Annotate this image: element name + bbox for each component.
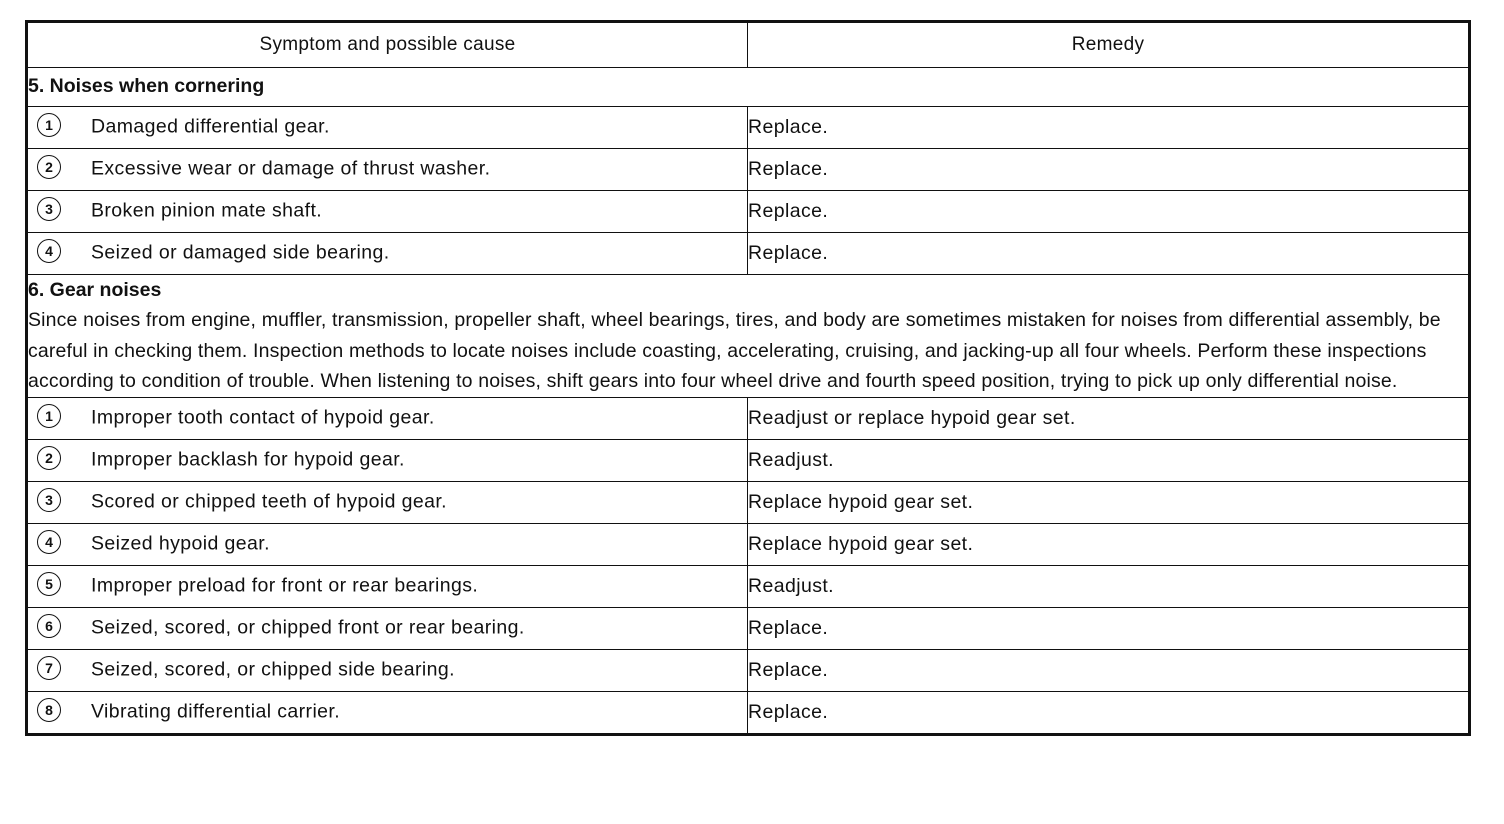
table-row xyxy=(27,439,1470,481)
item-number-badge: 2 xyxy=(37,446,61,470)
table-header-row xyxy=(27,22,1470,68)
table-row xyxy=(27,232,1470,274)
table-row xyxy=(27,649,1470,691)
cause-text: Damaged differential gear. xyxy=(91,115,330,138)
remedy-cell: Replace. xyxy=(748,232,1470,274)
item-number-badge: 3 xyxy=(37,197,61,221)
cause-cell xyxy=(27,523,748,565)
troubleshooting-sheet xyxy=(25,20,1468,736)
item-number-badge: 5 xyxy=(37,572,61,596)
table-row xyxy=(27,148,1470,190)
troubleshooting-table xyxy=(25,20,1471,736)
cause-cell xyxy=(27,607,748,649)
cause-text: Excessive wear or damage of thrust washer. xyxy=(91,157,491,180)
cause-cell xyxy=(27,691,748,734)
item-number-badge: 3 xyxy=(37,488,61,512)
cause-text: Improper preload for front or rear bearings. xyxy=(91,574,479,597)
table-row xyxy=(27,481,1470,523)
cause-text: Seized, scored, or chipped side bearing. xyxy=(91,658,455,681)
table-row xyxy=(27,106,1470,148)
item-number-badge: 1 xyxy=(37,113,61,137)
section-row xyxy=(27,68,1470,107)
cause-cell xyxy=(27,649,748,691)
cause-text: Seized, scored, or chipped front or rear bearing. xyxy=(91,616,525,639)
table-row xyxy=(27,565,1470,607)
item-number-badge: 4 xyxy=(37,530,61,554)
column-header-symptom: Symptom and possible cause xyxy=(27,22,748,68)
remedy-cell: Replace. xyxy=(748,607,1470,649)
cause-text: Seized or damaged side bearing. xyxy=(91,241,390,264)
section-row xyxy=(27,274,1470,397)
cause-cell xyxy=(27,481,748,523)
table-row xyxy=(27,691,1470,734)
cause-cell xyxy=(27,148,748,190)
section-title: 5. Noises when cornering xyxy=(28,75,265,97)
cause-text: Broken pinion mate shaft. xyxy=(91,199,323,222)
cause-cell xyxy=(27,397,748,439)
table-row xyxy=(27,397,1470,439)
section-cell xyxy=(27,274,1470,397)
remedy-cell: Replace. xyxy=(748,106,1470,148)
cause-cell xyxy=(27,232,748,274)
item-number-badge: 8 xyxy=(37,698,61,722)
cause-text: Scored or chipped teeth of hypoid gear. xyxy=(91,490,448,513)
item-number-badge: 7 xyxy=(37,656,61,680)
table-row xyxy=(27,523,1470,565)
remedy-cell: Replace. xyxy=(748,691,1470,734)
section-note: Since noises from engine, muffler, transmission, propeller shaft, wheel bearings, tires, and body are sometimes mistaken for noises from differential assembly, be careful in checking them. Inspection methods to locate noises include coasting, accelerating, cruising, and jacking-up all four wheels. Perform these inspections according to condition of trouble. When listening to noises, shift gears into four wheel drive and fourth speed position, trying to pick up only differential noise. xyxy=(28,309,1441,392)
remedy-cell: Replace. xyxy=(748,148,1470,190)
item-number-badge: 6 xyxy=(37,614,61,638)
table-body xyxy=(27,68,1470,735)
cause-cell xyxy=(27,439,748,481)
remedy-cell: Replace. xyxy=(748,190,1470,232)
item-number-badge: 2 xyxy=(37,155,61,179)
remedy-cell: Replace hypoid gear set. xyxy=(748,523,1470,565)
section-title: 6. Gear noises xyxy=(28,278,162,301)
remedy-cell: Replace. xyxy=(748,649,1470,691)
cause-cell xyxy=(27,106,748,148)
table-row xyxy=(27,607,1470,649)
remedy-cell: Readjust. xyxy=(748,439,1470,481)
column-header-remedy: Remedy xyxy=(748,22,1470,68)
cause-cell xyxy=(27,565,748,607)
remedy-cell: Replace hypoid gear set. xyxy=(748,481,1470,523)
section-cell xyxy=(27,68,1470,107)
item-number-badge: 4 xyxy=(37,239,61,263)
table-row xyxy=(27,190,1470,232)
remedy-cell: Readjust. xyxy=(748,565,1470,607)
cause-text: Improper tooth contact of hypoid gear. xyxy=(91,406,435,429)
remedy-cell: Readjust or replace hypoid gear set. xyxy=(748,397,1470,439)
cause-text: Improper backlash for hypoid gear. xyxy=(91,448,405,471)
cause-cell xyxy=(27,190,748,232)
cause-text: Vibrating differential carrier. xyxy=(91,700,341,723)
cause-text: Seized hypoid gear. xyxy=(91,532,270,555)
item-number-badge: 1 xyxy=(37,404,61,428)
